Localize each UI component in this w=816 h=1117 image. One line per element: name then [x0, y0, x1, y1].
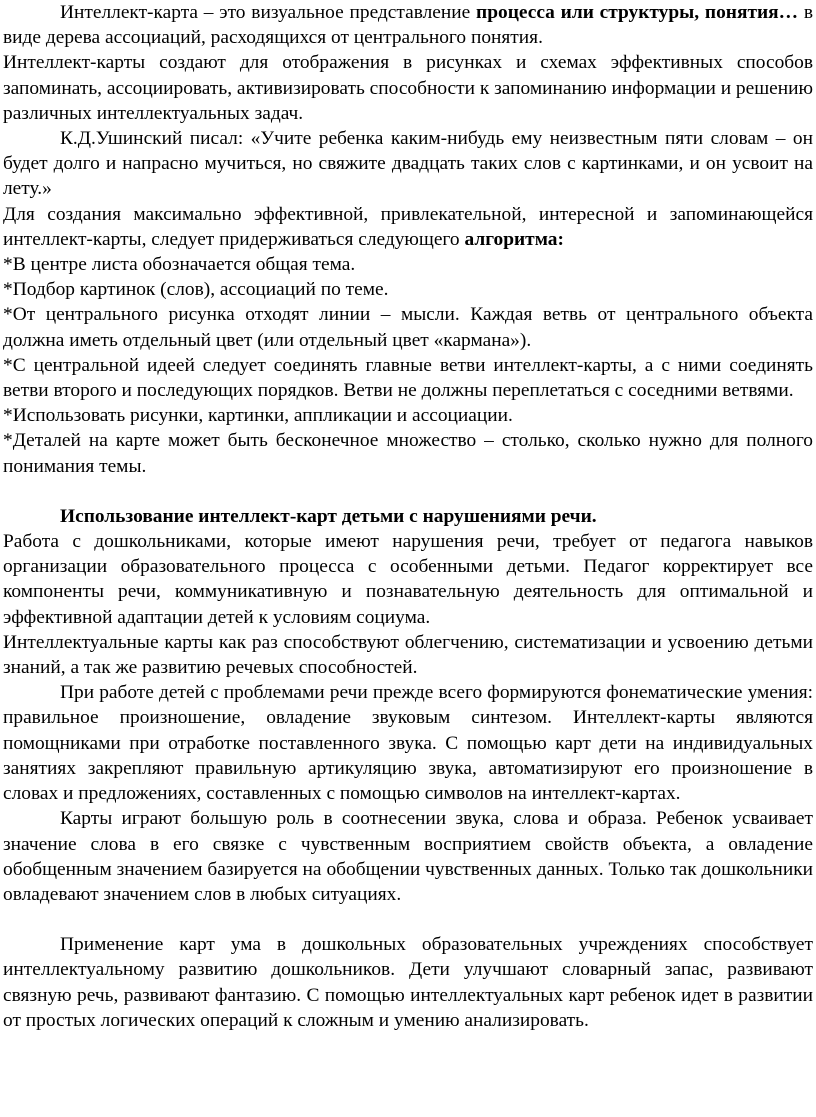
- algorithm-item: *Использовать рисунки, картинки, аппликации и ассоциации.: [3, 405, 513, 427]
- section-paragraph: При работе детей с проблемами речи прежде всего формируются фонематические умения: правильное произношение, овладение звуковым синтезом. Интеллект-карты являются помощниками при отработке поставленного звука. С помощью карт дети на индивидуальных занятиях закрепляют правильную артикуляцию звука, автоматизируют его произношение в словах и предложениях, составленных с помощью символов на интеллект-картах.: [3, 682, 813, 805]
- intro-paragraph-definition: [3, 0, 813, 50]
- blank-line: [3, 479, 813, 504]
- intro-definition-bold: процесса или структуры, понятия…: [476, 2, 799, 23]
- algorithm-intro-text: Для создания максимально эффективной, привлекательной, интересной и запоминающейся интеллект-карты, следует придерживаться следующего: [3, 203, 813, 250]
- algorithm-label: алгоритма:: [464, 228, 564, 250]
- blank-line: [3, 907, 813, 932]
- intro-paragraph-purpose: Интеллект-карты создают для отображения в рисунках и схемах эффективных способов запоминать, ассоциировать, активизировать способности к запоминанию информации и решению различных интеллектуальных задач.: [3, 52, 813, 124]
- algorithm-item: *В центре листа обозначается общая тема.: [3, 254, 356, 276]
- section-heading: Использование интеллект-карт детьми с нарушениями речи.: [60, 505, 597, 527]
- algorithm-item: *Подбор картинок (слов), ассоциаций по теме.: [3, 279, 389, 301]
- algorithm-intro-paragraph: [3, 202, 813, 252]
- intro-definition-text-end: в виде дерева ассоциаций, расходящихся от центрального понятия.: [3, 2, 813, 49]
- ushinsky-quote-paragraph: К.Д.Ушинский писал: «Учите ребенка каким-нибудь ему неизвестным пяти словам – он будет долго и напрасно мучиться, но свяжите двадцать таких слов с картинками, и он усвоит на лету.»: [3, 128, 813, 200]
- section-paragraph: Применение карт ума в дошкольных образовательных учреждениях способствует интеллектуальному развитию дошкольников. Дети улучшают словарный запас, развивают связную речь, развивают фантазию. С помощью интеллектуальных карт ребенок идет в развитии от простых логических операций к сложным и умению анализировать.: [3, 934, 813, 1031]
- section-paragraph: Карты играют большую роль в соотнесении звука, слова и образа. Ребенок усваивает значение слова в его связке с чувственным восприятием свойств объекта, а овладение обобщенным значением базируется на обобщении чувственных данных. Только так дошкольники овладевают значением слов в любых ситуациях.: [3, 808, 813, 905]
- section-paragraph: Интеллектуальные карты как раз способствуют облегчению, систематизации и усвоению детьми знаний, а так же развитию речевых способностей.: [3, 631, 813, 679]
- section-paragraph: Работа с дошкольниками, которые имеют нарушения речи, требует от педагога навыков организации образовательного процесса с особенными детьми. Педагог корректирует все компоненты речи, коммуникативную и познавательную деятельность для оптимальной и эффективной адаптации детей к условиям социума.: [3, 531, 813, 628]
- algorithm-item: *Деталей на карте может быть бесконечное множество – столько, сколько нужно для полного понимания темы.: [3, 430, 813, 477]
- intro-definition-text: Интеллект-карта – это визуальное представление: [60, 2, 477, 23]
- algorithm-item: *От центрального рисунка отходят линии – мысли. Каждая ветвь от центрального объекта должна иметь отдельный цвет (или отдельный цвет «кармана»).: [3, 304, 813, 351]
- algorithm-item: *С центральной идеей следует соединять главные ветви интеллект-карты, а с ними соединять ветви второго и последующих порядков. Ветви не должны переплетаться с соседними ветвями.: [3, 354, 813, 402]
